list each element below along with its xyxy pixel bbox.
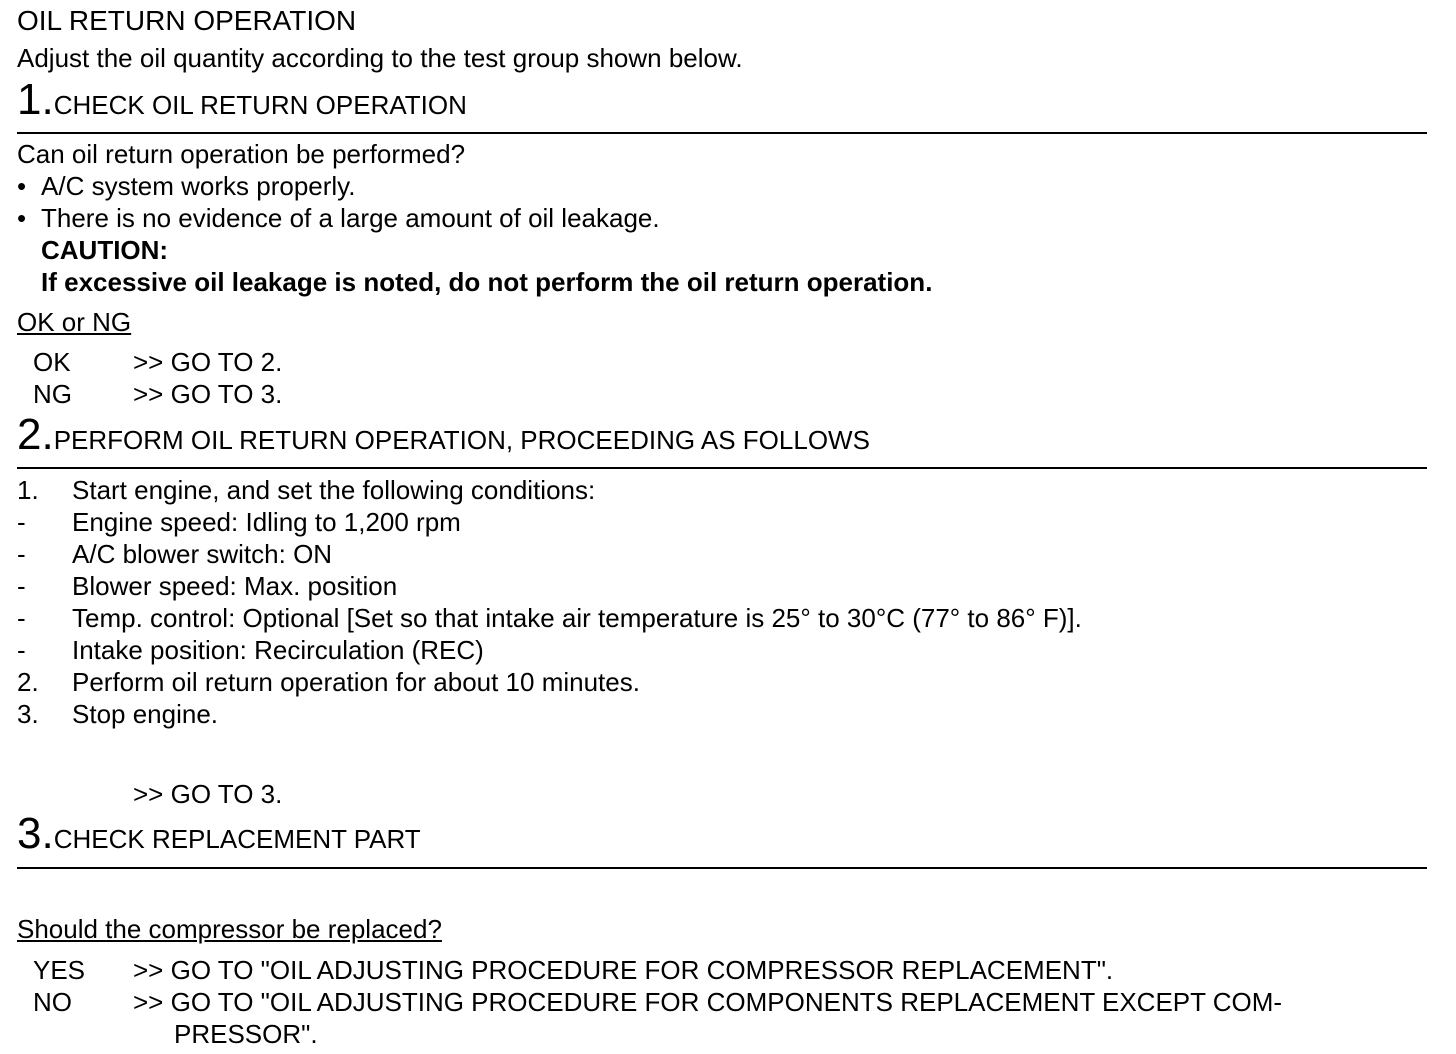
caution-label: CAUTION: <box>41 235 169 265</box>
step-3-number: 3. <box>17 809 54 858</box>
procedure-item-label: - <box>17 507 26 537</box>
caution-text: If excessive oil leakage is noted, do not perform the oil return operation. <box>41 267 933 297</box>
procedure-item-label: 3. <box>17 699 39 729</box>
procedure-item-text: Intake position: Recirculation (REC) <box>72 635 484 665</box>
procedure-item-label: - <box>17 635 26 665</box>
procedure-item-text: Start engine, and set the following conditions: <box>72 475 596 505</box>
result-link[interactable]: >> GO TO 3. <box>133 779 283 809</box>
procedure-item-label: 2. <box>17 667 39 697</box>
step-3-title: CHECK REPLACEMENT PART <box>53 824 421 854</box>
procedure-item-text: Engine speed: Idling to 1,200 rpm <box>72 507 461 537</box>
procedure-item-text: Stop engine. <box>72 699 219 729</box>
bullet-mark: • <box>17 203 27 233</box>
procedure-item-label: - <box>17 539 26 569</box>
result-label: OK <box>33 347 71 377</box>
result-link[interactable]: >> GO TO "OIL ADJUSTING PROCEDURE FOR COMPRESSOR REPLACEMENT". <box>133 955 1114 985</box>
result-label: NO <box>33 987 72 1017</box>
procedure-item-text: Blower speed: Max. position <box>72 571 398 601</box>
page-title: OIL RETURN OPERATION <box>17 5 357 36</box>
step-1-number: 1. <box>17 75 54 124</box>
result-link[interactable]: >> GO TO "OIL ADJUSTING PROCEDURE FOR COMPONENTS REPLACEMENT EXCEPT COM- <box>133 987 1283 1017</box>
step-1-title: CHECK OIL RETURN OPERATION <box>53 90 467 120</box>
page-subtitle: Adjust the oil quantity according to the test group shown below. <box>17 43 743 73</box>
step-3-question: Should the compressor be replaced? <box>17 914 442 944</box>
step-3-divider <box>17 867 1427 869</box>
step-2-title: PERFORM OIL RETURN OPERATION, PROCEEDING AS FOLLOWS <box>53 425 870 455</box>
result-label: NG <box>33 379 72 409</box>
step-1-bullet-item <box>17 203 660 233</box>
result-link[interactable]: >> GO TO 2. <box>133 347 283 377</box>
step-3-heading <box>17 809 421 858</box>
step-1-question: Can oil return operation be performed? <box>17 139 466 169</box>
result-link[interactable]: >> GO TO 3. <box>133 379 283 409</box>
step-1-bullet-item <box>17 171 355 201</box>
procedure-item-label: - <box>17 603 26 633</box>
bullet-mark: • <box>17 171 27 201</box>
step-1-divider <box>17 132 1427 134</box>
procedure-item-text: Temp. control: Optional [Set so that intake air temperature is 25° to 30°C (77° to 86° F)]. <box>72 603 1082 633</box>
procedure-item-text: Perform oil return operation for about 10 minutes. <box>72 667 640 697</box>
step-2-heading <box>17 410 870 459</box>
procedure-item-text: A/C blower switch: ON <box>72 539 333 569</box>
result-heading: OK or NG <box>17 307 132 337</box>
procedure-item-label: 1. <box>17 475 39 505</box>
bullet-text: A/C system works properly. <box>41 171 356 201</box>
result-link-continuation[interactable]: PRESSOR". <box>174 1019 318 1049</box>
step-1-heading <box>17 75 467 124</box>
step-2-number: 2. <box>17 410 54 459</box>
step-2-divider <box>17 467 1427 469</box>
procedure-item-label: - <box>17 571 26 601</box>
bullet-text: There is no evidence of a large amount of oil leakage. <box>41 203 660 233</box>
result-label: YES <box>33 955 86 985</box>
